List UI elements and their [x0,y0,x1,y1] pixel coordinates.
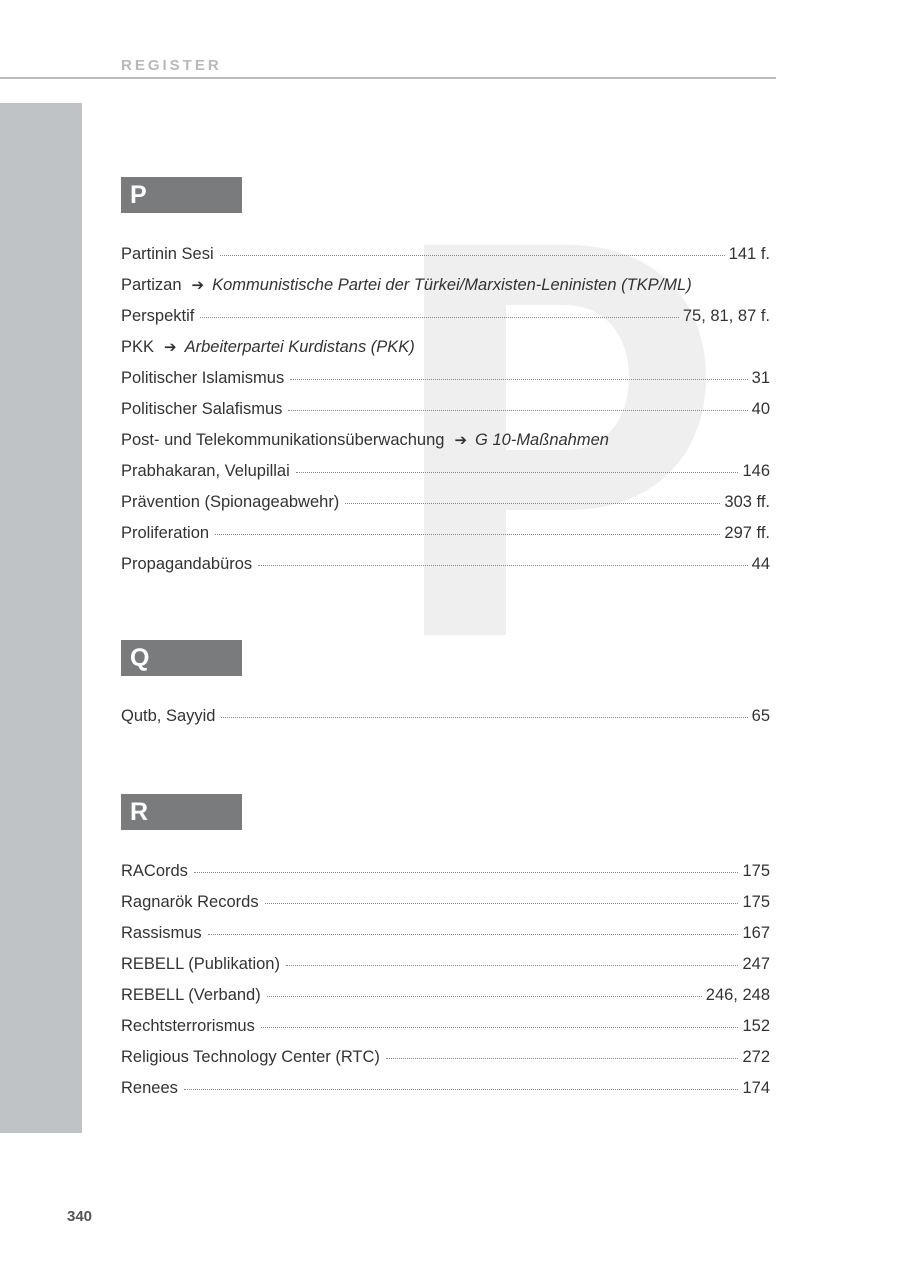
index-entry [121,276,770,307]
index-entry [121,862,770,893]
section-r-entries [121,862,770,1110]
index-entry [121,400,770,431]
entry-pages: 174 [742,1079,770,1097]
dot-leader [288,410,747,411]
dot-leader [261,1027,739,1028]
index-entry [121,707,770,738]
index-entry [121,1017,770,1048]
section-letter-r: R [121,794,242,830]
section-letter-q: Q [121,640,242,676]
entry-term: Post- und Telekommunikationsüberwachung [121,431,445,449]
entry-pages: 175 [742,862,770,880]
entry-pages: 31 [751,369,770,387]
entry-term: Renees [121,1079,178,1097]
running-header: REGISTER [121,57,222,74]
entry-pages: 247 [742,955,770,973]
entry-pages: 40 [751,400,770,418]
index-entry [121,462,770,493]
index-entry [121,338,770,369]
index-entry [121,245,770,276]
dot-leader [267,996,702,997]
entry-term: Prabhakaran, Velupillai [121,462,290,480]
entry-pages: 246, 248 [705,986,770,1004]
entry-pages: 44 [751,555,770,573]
entry-term: REBELL (Verband) [121,986,261,1004]
entry-pages: 75, 81, 87 f. [682,307,770,325]
entry-term: RACords [121,862,188,880]
entry-term: Rechtsterrorismus [121,1017,255,1035]
see-reference: G 10-Maßnahmen [475,431,609,449]
entry-term: REBELL (Publikation) [121,955,280,973]
entry-pages: 167 [742,924,770,942]
entry-term: Propagandabüros [121,555,253,573]
see-reference: Kommunistische Partei der Türkei/Marxisten-Leninisten (TKP/ML) [212,276,692,294]
entry-term: Perspektif [121,307,195,325]
section-letter-p: P [121,177,242,213]
entry-pages: 175 [742,893,770,911]
entry-term: Politischer Islamismus [121,369,285,387]
index-entry [121,1079,770,1110]
dot-leader [290,379,747,380]
entry-term: Partizan [121,276,182,294]
entry-term: Qutb, Sayyid [121,707,216,725]
side-bar [0,103,82,1133]
dot-leader [194,872,739,873]
index-entry [121,431,770,462]
dot-leader [345,503,720,504]
page-number: 340 [67,1208,93,1225]
entry-pages: 272 [742,1048,770,1066]
index-entry [121,307,770,338]
dot-leader [184,1089,739,1090]
entry-term: Politischer Salafismus [121,400,283,418]
dot-leader [208,934,739,935]
dot-leader [200,317,678,318]
header-rule [0,77,776,79]
index-entry [121,555,770,586]
entry-pages: 146 [742,462,770,480]
entry-pages: 65 [751,707,770,725]
dot-leader [265,903,739,904]
entry-term: Religious Technology Center (RTC) [121,1048,380,1066]
entry-term: Proliferation [121,524,210,542]
see-reference: Arbeiterpartei Kurdistans (PKK) [184,338,415,356]
entry-pages: 297 ff. [724,524,770,542]
entry-term: Prävention (Spionageabwehr) [121,493,340,511]
index-entry [121,924,770,955]
entry-term: Ragnarök Records [121,893,259,911]
section-p-entries [121,245,770,586]
see-arrow-icon: ➔ [191,277,205,294]
index-entry [121,893,770,924]
index-entry [121,986,770,1017]
dot-leader [215,534,720,535]
entry-term: PKK [121,338,155,356]
dot-leader [286,965,739,966]
index-entry [121,369,770,400]
index-entry [121,524,770,555]
dot-leader [296,472,739,473]
see-arrow-icon: ➔ [454,432,468,449]
entry-term: Partinin Sesi [121,245,214,263]
index-entry [121,1048,770,1079]
entry-pages: 141 f. [728,245,770,263]
entry-pages: 152 [742,1017,770,1035]
entry-term: Rassismus [121,924,202,942]
dot-leader [386,1058,739,1059]
dot-leader [258,565,747,566]
entry-pages: 303 ff. [724,493,770,511]
index-entry [121,493,770,524]
section-q-entries [121,707,770,738]
see-arrow-icon: ➔ [164,339,177,356]
index-entry [121,955,770,986]
dot-leader [220,255,725,256]
dot-leader [221,717,747,718]
